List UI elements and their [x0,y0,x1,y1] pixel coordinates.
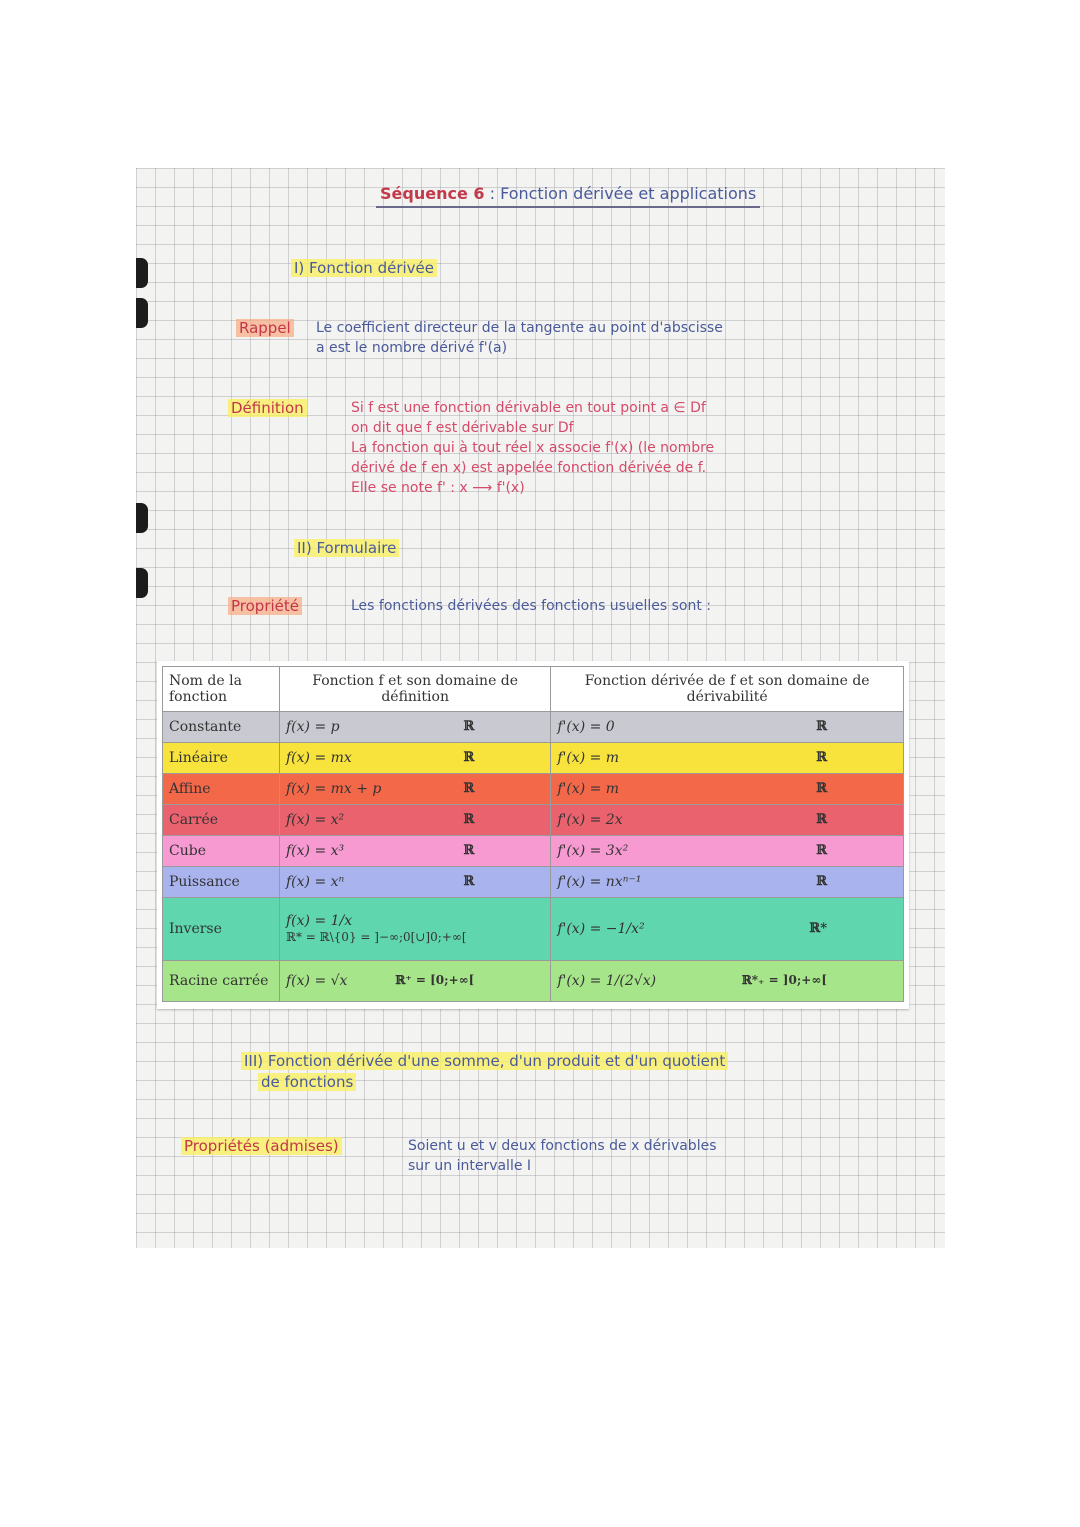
row-function: f(x) = √x ℝ⁺ = [0;+∞[ [280,961,551,1002]
row-derivative: f'(x) = m ℝ [551,743,904,774]
proprietes-admises-line-1: Soient u et v deux fonctions de x dérivables [408,1138,717,1154]
row-name: Constante [163,712,280,743]
row-function: f(x) = mx ℝ [280,743,551,774]
derivatives-table [162,666,904,1002]
row-domain: ℝ* = ℝ\{0} = ]−∞;0[∪]0;+∞[ [286,930,467,944]
table-row [163,836,904,867]
page-title [376,184,760,208]
table-row [163,898,904,961]
table-row [163,805,904,836]
propriete-label: Propriété [228,596,302,616]
binder-hole [136,258,148,288]
header-name: Nom de la fonction [163,667,280,712]
rappel-line-1: Le coefficient directeur de la tangente au point d'abscisse [316,320,723,336]
row-domain: ℝ [463,750,475,765]
sequence-subject: : Fonction dérivée et applications [489,184,757,203]
definition-line-5: Elle se note f' : x ⟶ f'(x) [351,480,525,496]
binder-hole [136,503,148,533]
row-derivative-domain: ℝ [816,781,827,796]
definition-line-3: La fonction qui à tout réel x associe f'(x) (le nombre [351,440,715,456]
section-3-title-line-1: III) Fonction dérivée d'une somme, d'un produit et d'un quotient [241,1051,728,1071]
definition-line-1: Si f est une fonction dérivable en tout point a ∈ Df [351,400,706,416]
row-function: f(x) = xⁿ ℝ [280,867,551,898]
row-derivative: f'(x) = m ℝ [551,774,904,805]
row-function: f(x) = x³ ℝ [280,836,551,867]
row-domain: ℝ [463,781,475,796]
header-derivative: Fonction dérivée de f et son domaine de dérivabilité [551,667,904,712]
binder-hole [136,568,148,598]
rappel-label: Rappel [236,318,294,338]
row-domain: ℝ [463,843,475,858]
table-row [163,774,904,805]
section-1-title: I) Fonction dérivée [291,258,437,278]
row-function: f(x) = x² ℝ [280,805,551,836]
row-name: Carrée [163,805,280,836]
row-derivative-domain: ℝ [816,812,827,827]
row-derivative-domain: ℝ* [809,921,827,936]
row-derivative-domain: ℝ [816,750,827,765]
table-row [163,867,904,898]
row-domain: ℝ⁺ = [0;+∞[ [395,973,475,987]
row-domain: ℝ [463,812,475,827]
row-derivative: f'(x) = −1/x² ℝ* [551,898,904,961]
proprietes-admises-line-2: sur un intervalle I [408,1158,532,1174]
row-derivative: f'(x) = 2x ℝ [551,805,904,836]
table-row [163,743,904,774]
row-derivative: f'(x) = 1/(2√x) ℝ*₊ = ]0;+∞[ [551,961,904,1002]
definition-line-2: on dit que f est dérivable sur Df [351,420,574,436]
definition-line-4: dérivé de f en x) est appelée fonction dérivée de f. [351,460,707,476]
row-name: Puissance [163,867,280,898]
section-3-title-line-2: de fonctions [258,1072,356,1092]
table-header-row [163,667,904,712]
row-domain: ℝ [463,719,475,734]
row-function: f(x) = mx + p ℝ [280,774,551,805]
row-derivative: f'(x) = 3x² ℝ [551,836,904,867]
row-derivative-domain: ℝ*₊ = ]0;+∞[ [741,973,827,987]
table-row [163,961,904,1002]
notebook-page [136,168,945,1248]
row-function: f(x) = 1/x ℝ* = ℝ\{0} = ]−∞;0[∪]0;+∞[ [280,898,551,961]
row-function: f(x) = p ℝ [280,712,551,743]
row-name: Affine [163,774,280,805]
row-name: Linéaire [163,743,280,774]
row-derivative: f'(x) = 0 ℝ [551,712,904,743]
header-function: Fonction f et son domaine de définition [280,667,551,712]
row-name: Cube [163,836,280,867]
row-derivative-domain: ℝ [816,719,827,734]
row-name: Racine carrée [163,961,280,1002]
sequence-number: Séquence 6 [380,184,485,203]
row-name: Inverse [163,898,280,961]
derivatives-table-sheet [157,661,909,1009]
row-domain: ℝ [463,874,475,889]
rappel-line-2: a est le nombre dérivé f'(a) [316,340,508,356]
row-derivative-domain: ℝ [816,874,827,889]
row-derivative-domain: ℝ [816,843,827,858]
section-2-title: II) Formulaire [294,538,399,558]
binder-hole [136,298,148,328]
definition-label: Définition [228,398,307,418]
row-derivative: f'(x) = nxⁿ⁻¹ ℝ [551,867,904,898]
propriete-text: Les fonctions dérivées des fonctions usuelles sont : [351,598,711,614]
proprietes-admises-label: Propriétés (admises) [181,1136,342,1156]
table-row [163,712,904,743]
